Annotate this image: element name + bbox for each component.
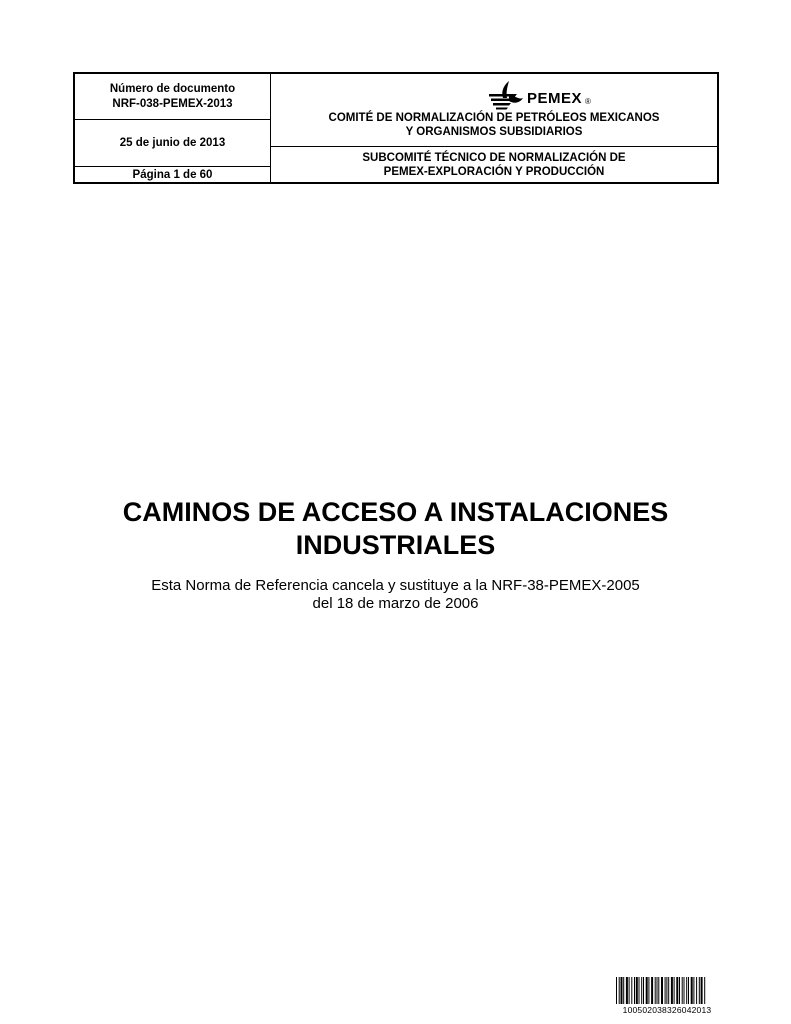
document-title (0, 496, 791, 562)
subcommittee-line-1: SUBCOMITÉ TÉCNICO DE NORMALIZACIÓN DE (362, 151, 626, 164)
barcode-icon (615, 977, 719, 1004)
document-header-table (73, 72, 719, 184)
registered-mark: ® (585, 97, 591, 106)
header-left-column (75, 74, 271, 182)
barcode-number: 100502038326042013 (622, 1005, 712, 1015)
date-cell (75, 120, 270, 167)
barcode (615, 977, 719, 1015)
doc-number-cell (75, 74, 270, 120)
doc-number-label: Número de documento (109, 82, 236, 95)
doc-number: NRF-038-PEMEX-2013 (112, 97, 233, 110)
subcommittee-line-2: PEMEX-EXPLORACIÓN Y PRODUCCIÓN (383, 165, 605, 178)
page-cell (75, 167, 270, 182)
committee-name (329, 111, 660, 139)
title-line-2: INDUSTRIALES (295, 530, 496, 560)
subcommittee-cell (271, 147, 717, 182)
page-number: Página 1 de 60 (132, 168, 213, 181)
pemex-logo (487, 74, 591, 110)
committee-line-1: COMITÉ DE NORMALIZACIÓN DE PETRÓLEOS MEXICANOS (328, 112, 660, 124)
header-right-column (271, 74, 717, 182)
title-line-1: CAMINOS DE ACCESO A INSTALACIONES (122, 497, 669, 527)
document-subtitle (0, 577, 791, 613)
subtitle-line-1: Esta Norma de Referencia cancela y sustituye a la NRF-38-PEMEX-2005 (151, 577, 640, 594)
pemex-logo-text: PEMEX (527, 90, 583, 107)
subtitle-line-2: del 18 de marzo de 2006 (312, 595, 479, 612)
committee-cell (271, 74, 717, 147)
committee-line-2: Y ORGANISMOS SUBSIDIARIOS (405, 126, 583, 138)
document-date: 25 de junio de 2013 (119, 137, 226, 149)
pemex-eagle-icon (487, 80, 525, 110)
